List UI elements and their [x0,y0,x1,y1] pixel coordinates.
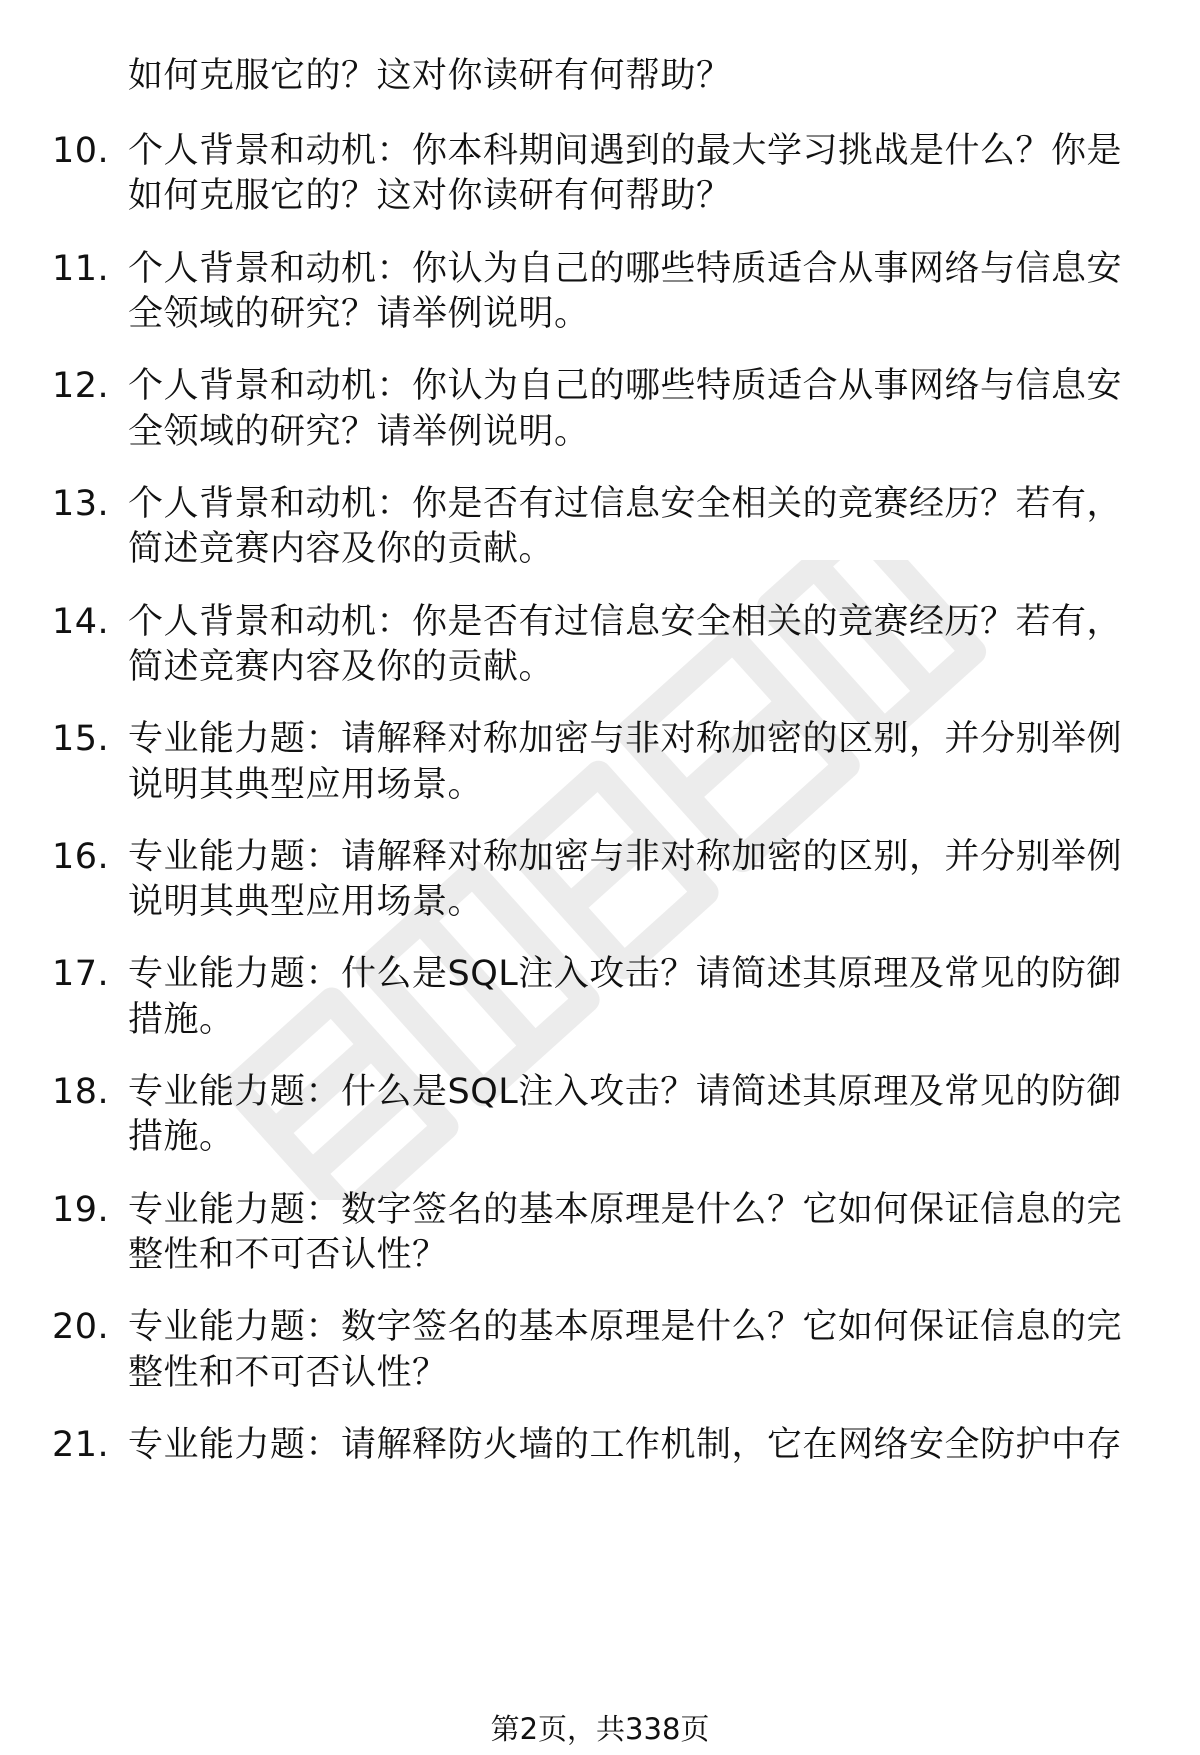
item-text-line-2: 措施。 [128,1000,235,1040]
item-text-line-2: 如何克服它的？这对你读研有何帮助？ [128,176,732,216]
item-text-line-1: 专业能力题：数字签名的基本原理是什么？它如何保证信息的完 [128,1307,1123,1347]
item-text-line-1: 专业能力题：什么是SQL注入攻击？请简述其原理及常见的防御 [128,1072,1122,1112]
item-text-line-1: 个人背景和动机：你认为自己的哪些特质适合从事网络与信息安 [128,249,1123,289]
item-text-line-1: 个人背景和动机：你本科期间遇到的最大学习挑战是什么？你是 [128,131,1123,171]
item-text-line-1: 专业能力题：请解释对称加密与非对称加密的区别，并分别举例 [128,719,1123,759]
item-text-line-2: 简述竞赛内容及你的贡献。 [128,647,555,687]
item-number: 12. [52,366,110,406]
item-number: 18. [52,1072,110,1112]
item-text-line-1: 个人背景和动机：你是否有过信息安全相关的竞赛经历？若有， [128,484,1123,524]
item-text-line-1: 专业能力题：数字签名的基本原理是什么？它如何保证信息的完 [128,1190,1123,1230]
page-footer: 第2页，共338页 [490,1712,710,1746]
item-text-line-2: 措施。 [128,1117,235,1157]
item-text-line-2: 整性和不可否认性？ [128,1235,448,1275]
item-number: 16. [52,837,110,877]
item-text-line-2: 简述竞赛内容及你的贡献。 [128,529,555,569]
item-number: 11. [52,249,110,289]
item-text-line-1: 专业能力题：什么是SQL注入攻击？请简述其原理及常见的防御 [128,954,1122,994]
item-text-line-1: 个人背景和动机：你认为自己的哪些特质适合从事网络与信息安 [128,366,1123,406]
item-text-line-2: 说明其典型应用场景。 [128,765,484,805]
item-text-line-1: 专业能力题：请解释防火墙的工作机制，它在网络安全防护中存 [128,1425,1123,1465]
item-number: 17. [52,954,110,994]
item-text-line-1: 个人背景和动机：你是否有过信息安全相关的竞赛经历？若有， [128,602,1123,642]
continuation-line: 如何克服它的？这对你读研有何帮助？ [128,56,732,96]
item-number: 21. [52,1425,110,1465]
item-text-line-2: 说明其典型应用场景。 [128,882,484,922]
item-number: 14. [52,602,110,642]
item-number: 10. [52,131,110,171]
item-text-line-1: 专业能力题：请解释对称加密与非对称加密的区别，并分别举例 [128,837,1123,877]
item-text-line-2: 全领域的研究？请举例说明。 [128,294,590,334]
item-number: 20. [52,1307,110,1347]
item-text-line-2: 整性和不可否认性？ [128,1353,448,1393]
item-number: 15. [52,719,110,759]
item-text-line-2: 全领域的研究？请举例说明。 [128,412,590,452]
item-number: 13. [52,484,110,524]
item-number: 19. [52,1190,110,1230]
